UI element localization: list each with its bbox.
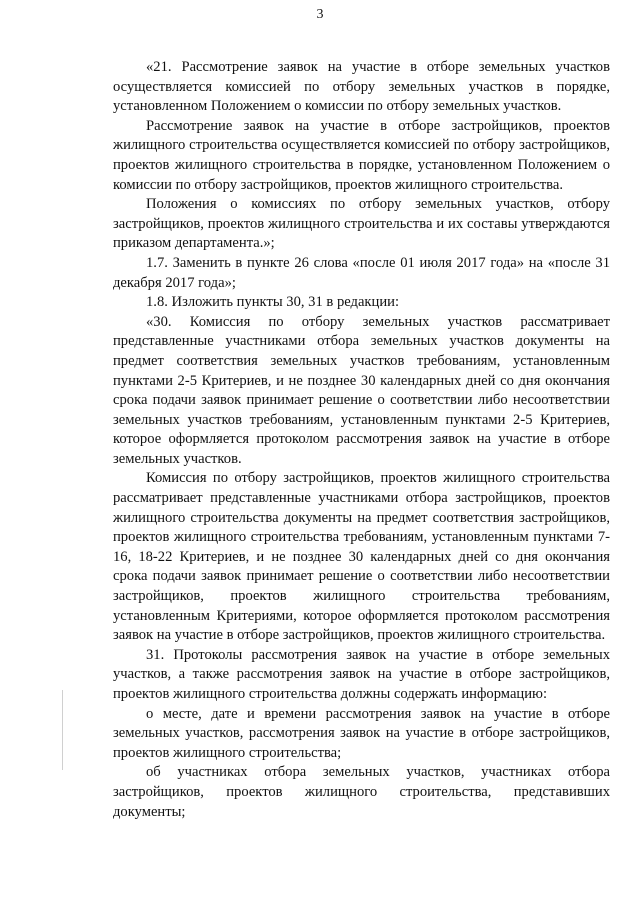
paragraph: Комиссия по отбору застройщиков, проектов жилищного строительства рассматривает представленные участниками отбора застройщиков, проектов жилищного строительства документы на предмет соответствия застройщиков, проектов жилищного строительства требованиям, установленным пунктами 7-16, 18-22 Критериев, и не позднее 30 календарных дней со дня окончания срока подачи заявок принимает решение о соответствии либо несоответствии застройщиков, проектов жилищного строительства требованиям, установленным Критериями, которое оформляется протоколом рассмотрения заявок на участие в отборе застройщиков, проектов жилищного строительства. bbox=[113, 470, 610, 644]
paragraph: 31. Протоколы рассмотрения заявок на участие в отборе земельных участков, а также рассмотрения заявок на участие в отборе застройщиков, проектов жилищного строительства должны содержать информацию: bbox=[113, 646, 610, 702]
scan-margin-mark bbox=[62, 690, 63, 770]
paragraph: 1.7. Заменить в пункте 26 слова «после 01 июля 2017 года» на «после 31 декабря 2017 года»; bbox=[113, 254, 610, 291]
paragraph: «21. Рассмотрение заявок на участие в отборе земельных участков осуществляется комиссией по отбору земельных участков в порядке, установленном Положением о комиссии по отбору земельных участков. bbox=[113, 59, 610, 115]
page-number: 3 bbox=[316, 7, 324, 22]
paragraph: о месте, дате и времени рассмотрения заявок на участие в отборе земельных участков, рассмотрения заявок на участие в отборе застройщиков, проектов жилищного строительства; bbox=[113, 705, 610, 761]
paragraph: Положения о комиссиях по отбору земельных участков, отбору застройщиков, проектов жилищного строительства и их составы утверждаются приказом департамента.»; bbox=[113, 196, 610, 252]
paragraph: Рассмотрение заявок на участие в отборе застройщиков, проектов жилищного строительства осуществляется комиссией по отбору застройщиков, проектов жилищного строительства в порядке, установленном Положением о комиссии по отбору застройщиков, проектов жилищного строительства. bbox=[113, 117, 610, 193]
paragraph: об участниках отбора земельных участков, участниках отбора застройщиков, проектов жилищного строительства, представивших документы; bbox=[113, 764, 610, 820]
paragraph: 1.8. Изложить пункты 30, 31 в редакции: bbox=[146, 294, 400, 311]
document-body bbox=[113, 58, 610, 822]
paragraph: «30. Комиссия по отбору земельных участков рассматривает представленные участниками отбора земельных участков документы на предмет соответствия земельных участков требованиям, установленным пунктами 2-5 Критериев, и не позднее 30 календарных дней со дня окончания срока подачи заявок принимает решение о соответствии либо несоответствии земельных участков требованиям, установленным пунктами 2-5 Критериев, которое оформляется протоколом рассмотрения заявок на участие в отборе земельных участков. bbox=[113, 313, 610, 467]
